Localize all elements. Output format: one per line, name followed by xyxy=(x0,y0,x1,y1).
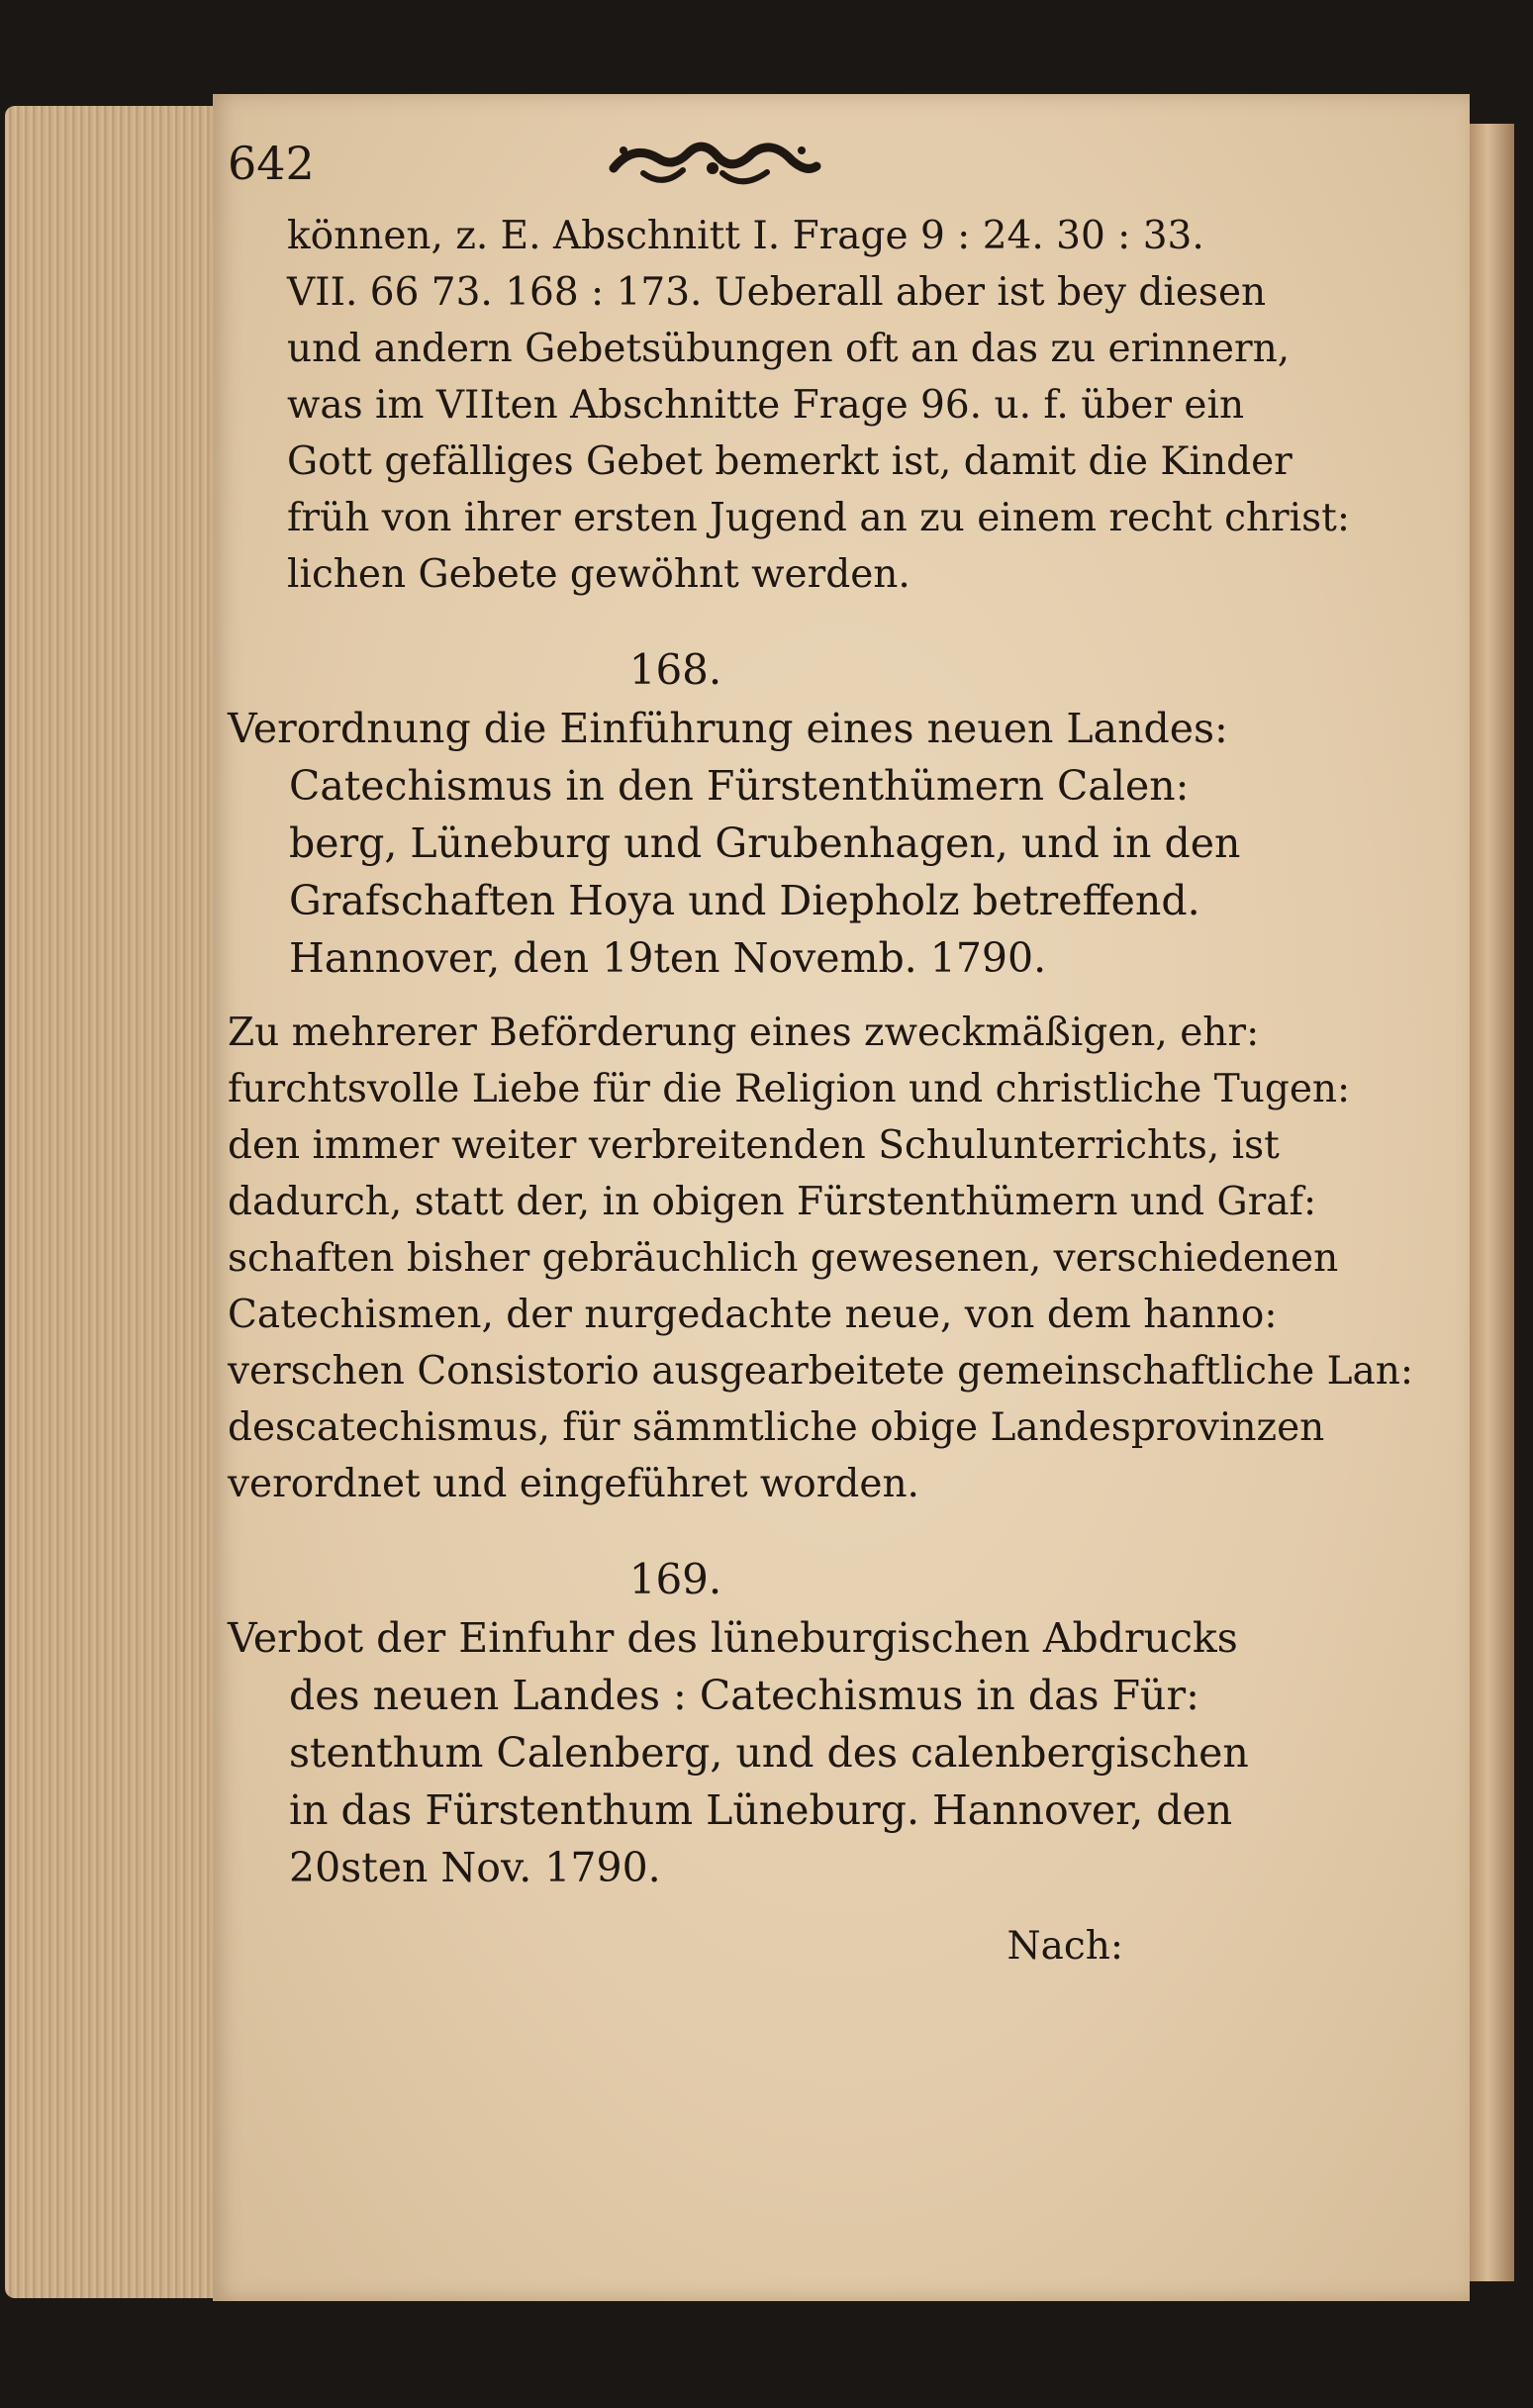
text-line: furchtsvolle Liebe für die Religion und christliche Tugen: xyxy=(228,1067,1351,1111)
page-content xyxy=(228,129,1413,1969)
continuation-paragraph xyxy=(228,208,1350,603)
section-body-168 xyxy=(228,1005,1413,1512)
page-header xyxy=(228,129,1123,208)
title-line: des neuen Landes : Catechismus in das Für: xyxy=(289,1672,1199,1719)
text-line: Gott gefälliges Gebet bemerkt ist, damit die Kinder xyxy=(287,439,1293,484)
text-line: können, z. E. Abschnitt I. Frage 9 : 24. 30 : 33. xyxy=(287,214,1204,258)
text-line: Zu mehrerer Beförderung eines zweckmäßigen, ehr: xyxy=(228,1011,1260,1055)
title-line: Grafschaften Hoya und Diepholz betreffend. xyxy=(289,877,1200,924)
title-line: Hannover, den 19ten Novemb. 1790. xyxy=(289,934,1047,982)
printer-ornament-icon xyxy=(604,129,821,198)
text-line: lichen Gebete gewöhnt werden. xyxy=(287,552,910,597)
title-line: stenthum Calenberg, und des calenbergischen xyxy=(289,1729,1249,1777)
text-line: was im VIIten Abschnitte Frage 96. u. f. über ein xyxy=(287,383,1245,428)
text-line: verordnet und eingeführet worden. xyxy=(228,1462,919,1506)
text-line: dadurch, statt der, in obigen Fürstenthümern und Graf: xyxy=(228,1180,1317,1224)
page-edges xyxy=(5,106,213,2298)
title-line: Catechismus in den Fürstenthümern Calen: xyxy=(289,762,1190,810)
title-line: berg, Lüneburg und Grubenhagen, und in den xyxy=(289,819,1241,867)
section-number-169: 169. xyxy=(628,1555,722,1603)
title-line: Verbot der Einfuhr des lüneburgischen Abdrucks xyxy=(228,1614,1238,1662)
text-line: und andern Gebetsübungen oft an das zu erinnern, xyxy=(287,327,1291,371)
text-line: descatechismus, für sämmtliche obige Landesprovinzen xyxy=(228,1405,1325,1450)
page-number: 642 xyxy=(228,137,315,190)
text-line: schaften bisher gebräuchlich gewesenen, verschiedenen xyxy=(228,1236,1339,1281)
title-line: Verordnung die Einführung eines neuen Landes: xyxy=(228,705,1228,752)
section-title-168 xyxy=(228,700,1241,987)
section-number-168: 168. xyxy=(628,645,722,694)
text-line: VII. 66 73. 168 : 173. Ueberall aber ist bey diesen xyxy=(287,270,1267,315)
right-page-edge xyxy=(1470,124,1514,2281)
title-line: 20sten Nov. 1790. xyxy=(289,1844,661,1891)
catchword: Nach: xyxy=(1006,1924,1123,1969)
text-line: den immer weiter verbreitenden Schulunterrichts, ist xyxy=(228,1123,1280,1168)
title-line: in das Fürstenthum Lüneburg. Hannover, den xyxy=(289,1786,1233,1834)
text-line: verschen Consistorio ausgearbeitete gemeinschaftliche Lan: xyxy=(228,1349,1413,1394)
text-line: früh von ihrer ersten Jugend an zu einem recht christ: xyxy=(287,496,1350,540)
text-line: Catechismen, der nurgedachte neue, von dem hanno: xyxy=(228,1293,1278,1337)
section-title-169 xyxy=(228,1609,1249,1896)
